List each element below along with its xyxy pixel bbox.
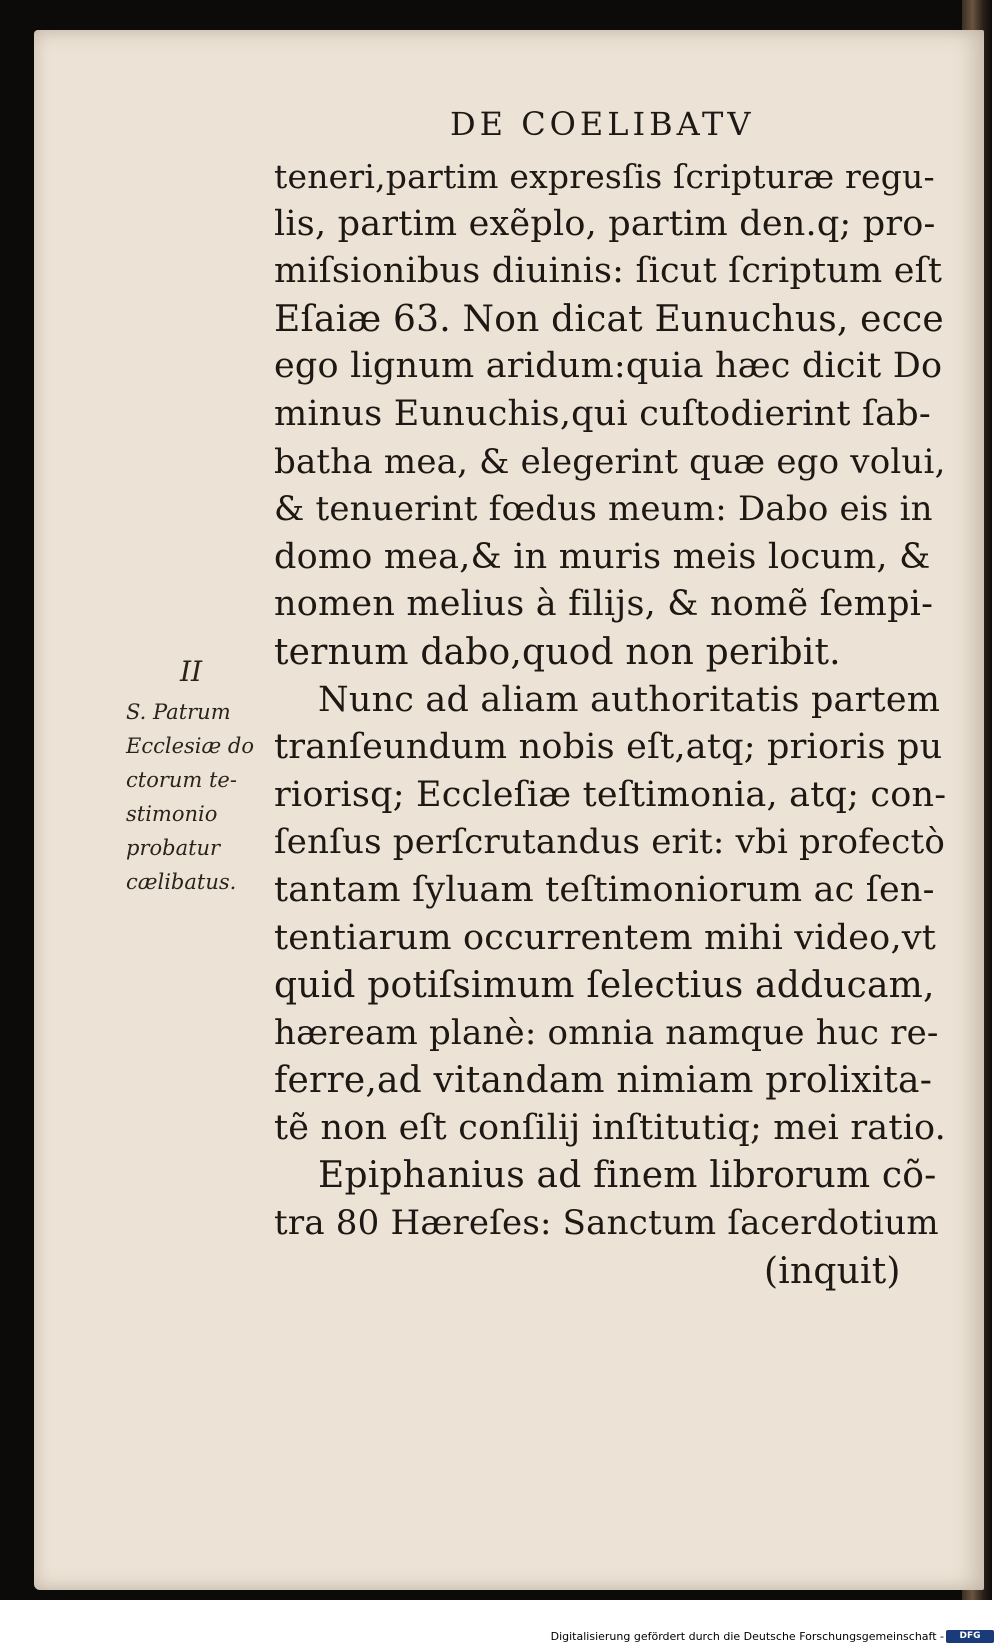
text-line: tra 80 Hæreſes: Sanctum ſacerdotium — [274, 1203, 939, 1244]
text-line: minus Eunuchis,qui cuſtodierint ſab- — [274, 393, 931, 434]
text-line: nomen melius à filijs, & nomẽ ſempi- — [274, 584, 934, 625]
marginal-note-line: stimonio — [126, 802, 218, 826]
text-line: tantam ſyluam teſtimoniorum ac ſen- — [274, 869, 935, 910]
text-line: tranſeundum nobis eſt,atq; prioris pu — [274, 727, 943, 768]
digitization-credit: Digitalisierung gefördert durch die Deutsche Forschungsgemeinschaft - — [550, 1630, 944, 1643]
text-line: miſsionibus diuinis: ſicut ſcriptum eſt — [274, 251, 943, 292]
text-line: ferre,ad vitandam nimiam prolixita- — [274, 1060, 933, 1102]
text-line: tẽ non eſt conſilij inſtitutiq; mei ratio. — [274, 1107, 946, 1148]
text-line: & tenuerint fœdus meum: Dabo eis in — [274, 489, 933, 530]
marginal-note-line: ctorum te- — [126, 768, 237, 792]
text-line: Epiphanius ad finem librorum cõ- — [318, 1155, 937, 1197]
text-line: riorisq; Eccleſiæ teſtimonia, atq; con- — [274, 774, 947, 815]
text-line: lis, partim exẽplo, partim den.q; pro- — [274, 203, 936, 244]
section-number: II — [180, 655, 203, 688]
text-line: quid potiſsimum ſelectius adducam, — [274, 965, 935, 1007]
text-line: hæream planè: omnia namque huc re- — [274, 1012, 939, 1053]
text-line: tentiarum occurrentem mihi video,vt — [274, 917, 937, 958]
text-line: ego lignum aridum:quia hæc dicit Do — [274, 346, 943, 387]
text-line: (inquit) — [764, 1250, 901, 1292]
text-line: ternum dabo,quod non peribit. — [274, 631, 841, 673]
marginal-note-line: Ecclesiæ do — [126, 734, 254, 758]
marginal-note-line: S. Patrum — [126, 700, 231, 724]
text-line: domo mea,& in muris meis locum, & — [274, 536, 931, 577]
marginal-note-line: cælibatus. — [126, 870, 237, 894]
text-line: ſenſus perſcrutandus erit: vbi profectò — [274, 822, 945, 863]
running-head: DE COELIBATV — [450, 105, 755, 143]
dfg-logo: DFG — [946, 1630, 994, 1643]
text-line: batha mea, & elegerint quæ ego volui, — [274, 441, 946, 482]
marginal-note — [126, 695, 274, 899]
text-line: Nunc ad aliam authoritatis partem — [318, 679, 941, 720]
text-line: teneri,partim expresſis ſcripturæ regu- — [274, 157, 935, 196]
text-line: Eſaiæ 63. Non dicat Eunuchus, ecce — [274, 298, 944, 340]
marginal-note-line: probatur — [126, 836, 221, 860]
body-text — [274, 153, 948, 1295]
